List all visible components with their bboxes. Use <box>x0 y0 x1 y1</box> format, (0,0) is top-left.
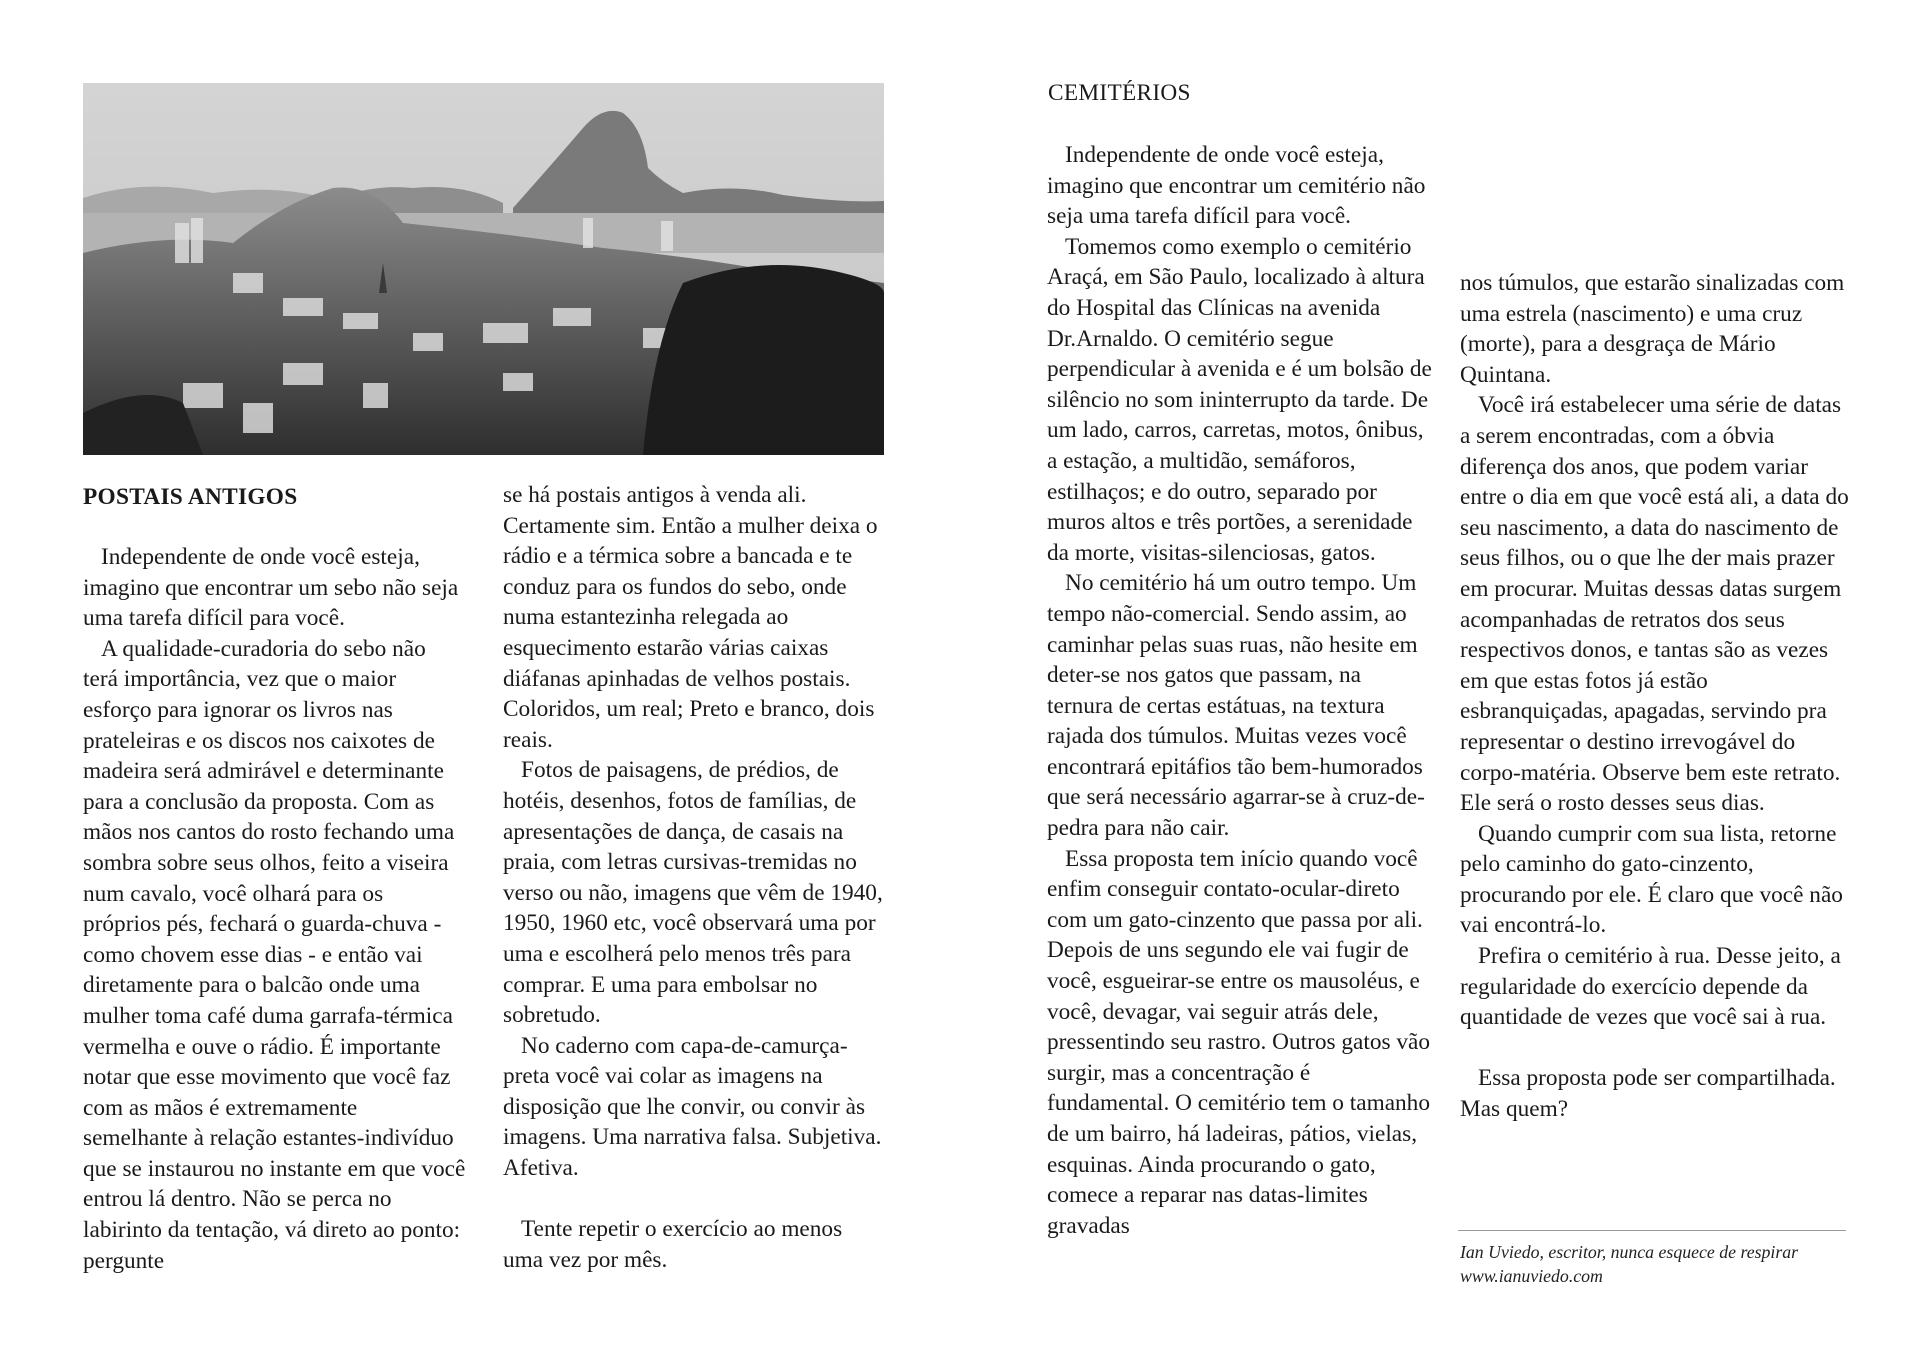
author-website-link[interactable]: www.ianuviedo.com <box>1460 1266 1603 1286</box>
left-column-1 <box>83 542 466 1276</box>
paragraph: Quando cumprir com sua lista, retorne pelo caminho do gato-cinzento, procurando por ele. É claro que você não vai encontrá-lo. <box>1460 820 1843 939</box>
paragraph: Independente de onde você esteja, imagino que encontrar um sebo não seja uma tarefa difícil para você. <box>83 544 459 632</box>
section-title-postais: POSTAIS ANTIGOS <box>83 484 298 510</box>
paragraph: A qualidade-curadoria do sebo não terá importância, vez que o maior esforço para ignorar os livros nas prateleiras e os discos nos caixotes de madeira será admirável e determinante para a conclusão da proposta. Com as mãos nos cantos do rosto fechando uma sombra sobre seus olhos, feito a viseira num cavalo, você olhará para os próprios pés, fechará o guarda-chuva - como chovem esse dias - e então vai diretamente para o balcão onde uma mulher toma café duma garrafa-térmica vermelha e ouve o rádio. É importante notar que esse movimento que você faz com as mãos é extremamente semelhante à relação estantes-indivíduo que se instaurou no instante em que você entrou lá dentro. Não se perca no labirinto da tentação, vá direto ao ponto: pergunte <box>83 635 466 1274</box>
postcard-photo <box>83 83 884 455</box>
section-title-cemiterios: CEMITÉRIOS <box>1048 80 1191 106</box>
paragraph: Tente repetir o exercício ao menos uma vez por mês. <box>503 1216 843 1273</box>
paragraph: No caderno com capa-de-camurça-preta você vai colar as imagens na disposição que lhe convir, ou convir às imagens. Uma narrativa falsa. Subjetiva. Afetiva. <box>503 1032 882 1182</box>
paragraph: nos túmulos, que estarão sinalizadas com uma estrela (nascimento) e uma cruz (morte), para a desgraça de Mário Quintana. <box>1460 270 1845 388</box>
paragraph: No cemitério há um outro tempo. Um tempo não-comercial. Sendo assim, ao caminhar pelas suas ruas, não hesite em deter-se nos gatos que passam, na ternura de certas estátuas, na textura rajada dos túmulos. Muitas vezes você encontrará epitáfios tão bem-humorados que será necessário agarrar-se à cruz-de-pedra para não cair. <box>1047 570 1425 842</box>
paragraph: Fotos de paisagens, de prédios, de hotéis, desenhos, fotos de famílias, de apresentações de dança, de casais na praia, com letras cursivas-tremidas no verso ou não, imagens que vêm de 1940, 1950, 1960 etc, você observará uma por uma e escolherá pelo menos três para comprar. E uma para embolsar no sobretudo. <box>503 757 883 1029</box>
right-column-2 <box>1460 268 1852 1125</box>
paragraph: Essa proposta tem início quando você enfim conseguir contato-ocular-direto com um gato-cinzento que passa por ali. Depois de uns segundo ele vai fugir de você, esgueirar-se entre os mausoléus, e você, devagar, vai seguir atrás dele, pressentindo seu rastro. Outros gatos vão surgir, mas a concentração é fundamental. O cemitério tem o tamanho de um bairro, há ladeiras, pátios, vielas, esquinas. Ainda procurando o gato, comece a reparar nas datas-limites gravadas <box>1047 845 1431 1239</box>
paragraph: Tomemos como exemplo o cemitério Araçá, em São Paulo, localizado à altura do Hospital das Clínicas na avenida Dr.Arnaldo. O cemitério segue perpendicular à avenida e é um bolsão de silêncio no som ininterrupto da tarde. De um lado, carros, carretas, motos, ônibus, a estação, a multidão, semáforos, estilhaços; e do outro, separado por muros altos e três portões, a serenidade da morte, visitas-silenciosas, gatos. <box>1047 233 1432 566</box>
author-line: Ian Uviedo, escritor, nunca esquece de respirar <box>1460 1242 1799 1262</box>
right-column-1 <box>1047 140 1432 1241</box>
paragraph: Independente de onde você esteja, imagino que encontrar um cemitério não seja uma tarefa difícil para você. <box>1047 142 1426 230</box>
paragraph: Prefira o cemitério à rua. Desse jeito, a regularidade do exercício depende da quantidade de vezes que você sai à rua. <box>1460 943 1841 1031</box>
left-column-2 <box>503 480 884 1275</box>
signature-divider <box>1458 1230 1846 1231</box>
author-signature <box>1460 1240 1798 1288</box>
paragraph: Essa proposta pode ser compartilhada. Mas quem? <box>1460 1065 1836 1123</box>
paragraph: Você irá estabelecer uma série de datas a serem encontradas, com a óbvia diferença dos anos, que podem variar entre o dia em que você está ali, a data do seu nascimento, a data do nascimento de seus filhos, ou o que lhe der mais prazer em procurar. Muitas dessas datas surgem acompanhadas de retratos dos seus respectivos donos, e tantas são as vezes em que estas fotos já estão esbranquiçadas, apagadas, servindo pra representar o destino irrevogável do corpo-matéria. Observe bem este retrato. Ele será o rosto desses seus dias. <box>1460 392 1849 817</box>
paragraph: se há postais antigos à venda ali. Certamente sim. Então a mulher deixa o rádio e a térmica sobre a bancada e te conduz para os fundos do sebo, onde numa estantezinha relegada ao esquecimento estarão várias caixas diáfanas apinhadas de velhos postais. Coloridos, um real; Preto e branco, dois reais. <box>503 482 878 753</box>
landscape-photo-image <box>83 83 884 455</box>
